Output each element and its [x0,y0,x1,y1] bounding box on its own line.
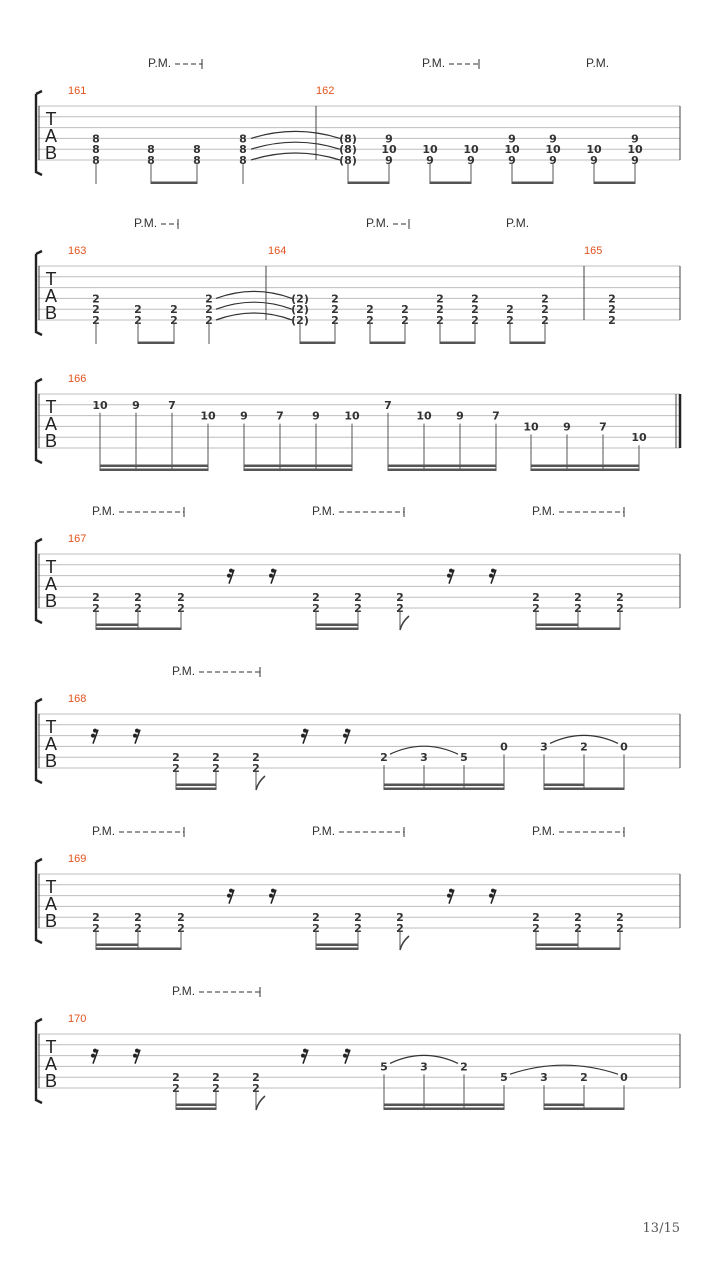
fret-number: 2 [541,292,549,306]
beam [176,1104,216,1107]
fret-number: 7 [492,409,500,423]
beam [544,1108,584,1111]
fret-number: 2 [401,303,409,317]
beam [96,944,138,947]
fret-number: 2 [471,314,479,327]
system-6 [36,824,680,950]
fret-number: 2 [134,911,142,925]
tab-clef-a: A [44,414,58,434]
tab-clef [45,109,57,163]
fret-number: 2 [177,922,185,935]
tab-clef-t: T [45,1037,57,1057]
fret-number: 2 [312,911,320,925]
fret-number: 2 [92,314,100,327]
beam [536,948,578,951]
fret-number: 2 [331,303,339,317]
beam [176,1108,216,1111]
palm-mute-marking [134,216,178,230]
fret-number: 2 [380,751,388,765]
tab-clef-t: T [45,557,57,577]
fret-number: 8 [193,143,201,157]
fret-number: 10 [381,143,397,157]
measure-number: 169 [68,853,87,865]
measure-number: 170 [68,1013,87,1025]
fret-number: 2 [170,303,178,317]
fret-number: 2 [312,591,320,605]
fret-number: 2 [506,314,514,327]
fret-number: 10 [92,398,108,412]
fret-number: (2) [291,292,309,306]
fret-number: 2 [92,602,100,615]
beam [316,628,358,631]
beam [244,465,352,468]
beam [440,342,475,345]
fret-number: 8 [147,143,155,157]
fret-number: 2 [134,922,142,935]
fret-number: 0 [620,1071,628,1085]
fret-number: 2 [532,911,540,925]
fret-number: 9 [312,409,320,423]
fret-number: 2 [134,591,142,605]
beam [138,342,174,345]
palm-mute-marking [366,216,409,230]
fret-number: 2 [170,314,178,327]
note-flag [400,936,409,950]
palm-mute-marking [148,56,202,70]
system-5 [36,664,680,790]
page-number: 13/15 [642,1221,680,1236]
fret-number: 2 [92,591,100,605]
fret-number: 9 [385,154,393,167]
palm-mute-label: P.M. [172,664,196,678]
fret-number: 3 [540,740,548,754]
beam [384,1108,504,1111]
fret-number: 7 [384,398,392,412]
fret-number: 2 [532,591,540,605]
fret-number: 9 [631,154,639,167]
fret-number: 2 [172,1082,180,1095]
measure-number: 167 [68,533,87,545]
fret-number: 2 [471,303,479,317]
beam [536,944,578,947]
system-4 [36,504,680,630]
fret-number: 2 [574,602,582,615]
tab-clef-a: A [44,126,58,146]
fret-number: (2) [291,303,309,317]
fret-number: 2 [134,314,142,327]
fret-number: 2 [616,922,624,935]
beam [96,628,138,631]
fret-number: 8 [92,132,100,146]
fret-number: 0 [620,740,628,754]
palm-mute-marking [422,56,479,70]
tab-clef-a: A [44,286,58,306]
fret-number: 9 [549,154,557,167]
fret-number: 2 [401,314,409,327]
palm-mute-marking [506,216,529,230]
fret-number: 9 [508,154,516,167]
tab-clef-t: T [45,717,57,737]
fret-number: 9 [549,132,557,146]
tie [251,131,340,138]
note-flag [400,616,409,630]
palm-mute-label: P.M. [532,504,556,518]
fret-number: 2 [574,922,582,935]
fret-number: 8 [92,154,100,167]
beam [531,469,639,472]
fret-number: 2 [436,303,444,317]
fret-number: 2 [532,922,540,935]
beam [96,624,138,627]
fret-number: 2 [212,751,220,765]
system-1 [36,56,680,184]
tie [216,313,292,320]
fret-number: 2 [354,591,362,605]
fret-number: 8 [92,143,100,157]
fret-number: 10 [586,143,602,157]
fret-number: 2 [396,922,404,935]
beam [531,465,639,468]
fret-number: 8 [147,154,155,167]
palm-mute-marking [172,664,260,678]
beam [544,1104,584,1107]
fret-number: 2 [354,602,362,615]
fret-number: 10 [200,409,216,423]
fret-number: 9 [631,132,639,146]
fret-number: 2 [574,591,582,605]
system-7 [36,984,680,1110]
beam [388,469,496,472]
measure-number: 163 [68,245,87,257]
fret-number: 2 [608,314,616,327]
tab-clef-a: A [44,574,58,594]
fret-number: 2 [460,1060,468,1074]
beam [96,948,138,951]
fret-number: 2 [252,1082,260,1095]
fret-number: 2 [212,1082,220,1095]
palm-mute-marking [92,824,184,838]
tab-clef-b: B [44,431,58,451]
beam [536,628,578,631]
tab-clef-b: B [44,303,58,323]
fret-number: 2 [205,292,213,306]
system-3 [36,373,680,471]
beam [316,624,358,627]
fret-number: 2 [396,591,404,605]
fret-number: 10 [545,143,561,157]
palm-mute-marking [586,56,609,70]
fret-number: 10 [344,409,360,423]
palm-mute-label: P.M. [312,504,336,518]
fret-number: 2 [177,602,185,615]
fret-number: (8) [339,154,357,167]
fret-number: 2 [366,314,374,327]
tab-clef-b: B [44,751,58,771]
fret-number: 9 [590,154,598,167]
fret-number: 2 [574,911,582,925]
tab-clef-a: A [44,894,58,914]
fret-number: 2 [331,292,339,306]
fret-number: 10 [416,409,432,423]
tab-clef-b: B [44,1071,58,1091]
beam [100,465,208,468]
beam [384,788,504,791]
fret-number: 2 [172,751,180,765]
tab-clef-b: B [44,911,58,931]
tab-clef-t: T [45,877,57,897]
palm-mute-label: P.M. [422,56,446,70]
tab-clef [45,269,57,323]
fret-number: 2 [580,1071,588,1085]
beam [300,342,335,345]
palm-mute-label: P.M. [172,984,196,998]
fret-number: 2 [436,314,444,327]
system-2 [36,216,680,344]
fret-number: 3 [420,751,428,765]
fret-number: 3 [420,1060,428,1074]
beam [512,182,553,185]
palm-mute-marking [532,504,624,518]
fret-number: 2 [212,762,220,775]
tab-clef [45,1037,57,1091]
fret-number: 10 [627,143,643,157]
fret-number: 7 [599,420,607,434]
beam [544,788,584,791]
fret-number: 9 [132,398,140,412]
fret-number: 2 [541,303,549,317]
palm-mute-label: P.M. [148,56,172,70]
palm-mute-marking [92,504,184,518]
palm-mute-marking [312,504,404,518]
fret-number: 2 [92,922,100,935]
fret-number: 2 [177,591,185,605]
fret-number: (8) [339,143,357,157]
beam [176,784,216,787]
beam [536,624,578,627]
fret-number: 10 [631,431,647,445]
fret-number: 2 [177,911,185,925]
fret-number: 2 [580,740,588,754]
fret-number: 8 [239,132,247,146]
fret-number: 2 [331,314,339,327]
fret-number: 2 [396,911,404,925]
tab-clef [45,877,57,931]
palm-mute-label: P.M. [92,824,116,838]
fret-number: 7 [168,398,176,412]
beam [176,788,216,791]
fret-number: 10 [422,143,438,157]
tab-clef-a: A [44,734,58,754]
beam [348,182,389,185]
tab-clef [45,717,57,771]
palm-mute-label: P.M. [312,824,336,838]
fret-number: 9 [240,409,248,423]
palm-mute-marking [312,824,404,838]
tab-clef-b: B [44,591,58,611]
fret-number: 2 [366,303,374,317]
palm-mute-label: P.M. [506,216,530,230]
fret-number: 2 [532,602,540,615]
measure-number: 165 [584,245,603,257]
palm-mute-label: P.M. [92,504,116,518]
tab-clef-b: B [44,143,58,163]
fret-number: 2 [616,591,624,605]
fret-number: 2 [312,602,320,615]
fret-number: 2 [608,292,616,306]
fret-number: 2 [92,303,100,317]
fret-number: 10 [523,420,539,434]
fret-number: 2 [252,762,260,775]
palm-mute-label: P.M. [532,824,556,838]
fret-number: 2 [354,911,362,925]
beam [388,465,496,468]
measure-number: 164 [268,245,287,257]
palm-mute-label: P.M. [366,216,390,230]
fret-number: 2 [134,303,142,317]
fret-number: 2 [252,1071,260,1085]
tab-clef-t: T [45,269,57,289]
fret-number: 2 [471,292,479,306]
fret-number: 8 [239,154,247,167]
fret-number: 9 [563,420,571,434]
fret-number: 2 [396,602,404,615]
beam [370,342,405,345]
fret-number: 9 [467,154,475,167]
fret-number: 0 [500,740,508,754]
fret-number: 2 [541,314,549,327]
fret-number: 10 [463,143,479,157]
fret-number: 2 [92,292,100,306]
beam [430,182,471,185]
beam [384,784,504,787]
fret-number: 5 [460,751,468,765]
beam [316,944,358,947]
measure-number: 166 [68,373,87,385]
tab-clef-a: A [44,1054,58,1074]
fret-number: 2 [354,922,362,935]
measure-number: 168 [68,693,87,705]
fret-number: 8 [193,154,201,167]
fret-number: 10 [504,143,520,157]
tie [216,302,292,309]
tab-clef-t: T [45,397,57,417]
beam [544,784,584,787]
beam [384,1104,504,1107]
fret-number: 9 [456,409,464,423]
palm-mute-label: P.M. [586,56,610,70]
fret-number: 2 [252,751,260,765]
fret-number: 2 [205,303,213,317]
fret-number: 9 [426,154,434,167]
measure-number: 161 [68,85,87,97]
fret-number: 2 [92,911,100,925]
tab-clef-t: T [45,109,57,129]
measure-number: 162 [316,85,335,97]
fret-number: 2 [506,303,514,317]
fret-number: (8) [339,132,357,146]
beam [151,182,197,185]
beam [510,342,545,345]
fret-number: 5 [500,1071,508,1085]
fret-number: 2 [608,303,616,317]
tie [251,153,340,160]
beam [594,182,635,185]
fret-number: 3 [540,1071,548,1085]
note-flag [256,1096,265,1110]
fret-number: 7 [276,409,284,423]
palm-mute-label: P.M. [134,216,158,230]
tie [251,142,340,149]
fret-number: 2 [616,911,624,925]
fret-number: 9 [385,132,393,146]
fret-number: 2 [616,602,624,615]
beam [100,469,208,472]
fret-number: 2 [172,762,180,775]
fret-number: 2 [134,602,142,615]
fret-number: 8 [239,143,247,157]
palm-mute-marking [172,984,260,998]
tie [216,291,292,298]
palm-mute-marking [532,824,624,838]
tab-clef [45,397,57,451]
fret-number: 2 [172,1071,180,1085]
beam [244,469,352,472]
fret-number: 5 [380,1060,388,1074]
fret-number: 2 [436,292,444,306]
fret-number: 2 [212,1071,220,1085]
note-flag [256,776,265,790]
fret-number: 2 [205,314,213,327]
fret-number: (2) [291,314,309,327]
beam [316,948,358,951]
fret-number: 9 [508,132,516,146]
tab-clef [45,557,57,611]
fret-number: 2 [312,922,320,935]
